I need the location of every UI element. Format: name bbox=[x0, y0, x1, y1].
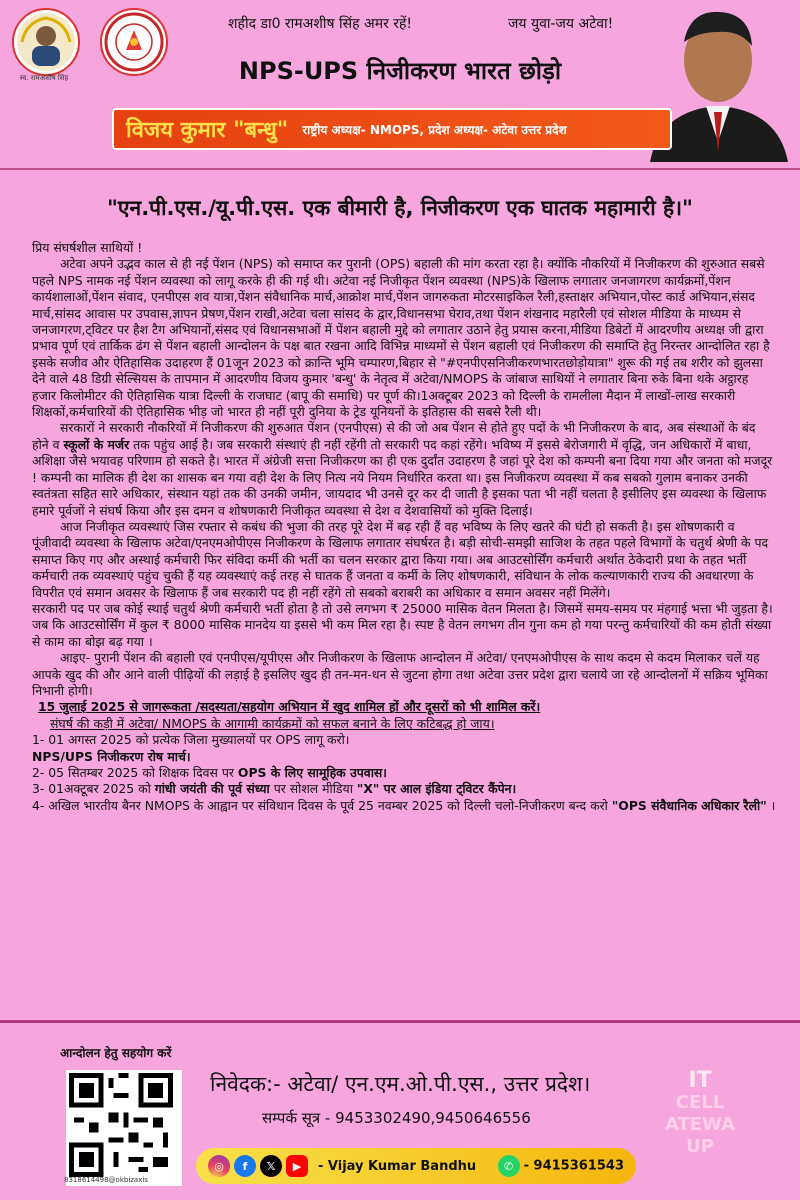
program-item-3-text: 3- 01अक्टूबर 2025 को bbox=[32, 781, 155, 797]
support-label: आन्दोलन हेतु सहयोग करें bbox=[60, 1046, 172, 1060]
whatsapp-number-text: - 9415361543 bbox=[523, 1158, 624, 1174]
paragraph-5: आइए- पुरानी पेंशन की बहाली एवं एनपीएस/यूपीएस और निजीकरण के खिलाफ आन्दोलन में अटेवा/ एनएमओपीएस के साथ कदम से कदम मिलाकर चलें यह आपके खुद की और आने वाली पीढ़ियों की लड़ाई है इसलिए खुद ही तन-मन-धन से जुटना होगा तथा अटेवा उत्तर प्रदेश द्वारा चलाये जा रहे आन्दोलनों में सक्रिय भूमिका निभानी होगी। bbox=[32, 650, 768, 698]
program-item-2-text: 2- 05 सितम्बर 2025 को शिक्षक दिवस पर bbox=[32, 765, 238, 780]
program-item-4-text: 4- अखिल भारतीय बैनर NMOPS के आह्वान पर संविधान दिवस के पूर्व 25 नवम्बर 2025 को दिल्ली चलो-निजीकरण बन्द करो bbox=[32, 797, 612, 813]
headline-quote: "एन.पी.एस./यू.पी.एस. एक बीमारी है, निजीकरण एक घातक महामारी है।" bbox=[106, 196, 693, 220]
salutation: प्रिय संघर्षशील साथियों ! bbox=[32, 240, 143, 255]
program-item-3-bold-cont: "X" पर आल इंडिया ट्विटर कैंपेन। bbox=[356, 781, 517, 797]
instagram-icon[interactable]: ◎ bbox=[208, 1155, 230, 1177]
page-title: NPS-UPS निजीकरण भारत छोड़ो bbox=[238, 57, 562, 85]
whatsapp-icon: ✆ bbox=[498, 1155, 520, 1177]
it-cell-line-1: IT bbox=[688, 1068, 712, 1093]
appeal-signature: निवेदक:- अटेवा/ एन.एम.ओ.पी.एस., उत्तर प्रदेश। bbox=[210, 1072, 591, 1096]
qr-upi-id: 8318614498@okbizaxis bbox=[64, 1176, 148, 1184]
leader-name-bar bbox=[112, 108, 672, 150]
programs-heading: संघर्ष की कड़ी में अटेवा/ NMOPS के आगामी कार्यक्रमों को सफल बनाने के लिए कटिबद्ध हो जाय। bbox=[50, 715, 495, 731]
campaign-notice: 15 जुलाई 2025 से जागरूकता /सदस्यता/सहयोग अभियान में खुद शामिल हों और दूसरों को भी शामिल करें। bbox=[38, 699, 541, 715]
program-item-2 bbox=[32, 765, 776, 781]
martyr-slogan: शहीद डा0 रामअशीष सिंह अमर रहें! bbox=[228, 16, 413, 32]
paragraph-2-text: सरकारों ने सरकारी नौकरियों में निजीकरण की शुरुआत पेंशन (एनपीएस) से की जो अब पेंशन से होते हुए पदों के भी निजीकरण के बाद, अब संस्थाओं के बंद होने व bbox=[32, 420, 756, 452]
program-item-2-bold: OPS के लिए सामूहिक उपवास। bbox=[237, 765, 387, 780]
program-item-4-bold: "OPS संवैधानिक अधिकार रैली" bbox=[611, 797, 767, 813]
whatsapp-number[interactable] bbox=[498, 1155, 624, 1177]
paragraph-1: अटेवा अपने उद्भव काल से ही नई पेंशन (NPS) को समाप्त कर पुरानी (OPS) बहाली की मांग करता रहा है। क्योंकि नौकरियों में निजीकरण की शुरुआत सबसे पहले NPS नामक नई पेंशन व्यवस्था को लागू करके ही की गई थी। अटेवा नई निजीकृत पेंशन व्यवस्था (NPS)के खिलाफ लगातार जनजागरण कार्यक्रमों,पेंशन कार्यशालाओं,पेंशन संवाद, एनपीएस शव यात्रा,पेंशन संवैधानिक मार्च,आक्रोश मार्च,पेंशन जागरुकता मोटरसाइकिल रैली,हस्ताक्षर अभियान,पोस्ट कार्ड अभियान,संसद मार्च,सांसद आवास पर उपवास,ज्ञापन प्रेषण,पेंशन राखी,अटेवा चला सांसद के द्वार,विधानसभा घेराव,तथा पेंशन शंखनाद महारैली एवं सोशल मीडिया के माध्यम से जनजागरण,ट्विटर पर हैश टैग अभियानों,संसद एवं विधानसभाओं में पेंशन बहाली मुद्दे को लगातार उठाने हेतु प्रयास करना,मीडिया डिबेटों में आदरणीय अध्यक्ष जी द्वारा प्रभाव पूर्ण एवं तार्किक ढंग से पेंशन बहाली आन्दोलन के पक्ष बात रखना आदि विभिन्न माध्यमों से पेंशन बहाली एवं निजीकरण की समाप्ति हेतु निरन्तर आन्दोलित रहा है इसके सजीव और ऐतिहासिक उदाहरण हैं 01जून 2023 को क्रान्ति भूमि चम्पारण,बिहार से "#एनपीएसनिजीकरणभारतछोड़ोयात्रा" शुरू की गई तब शरीर को झुलसा देने वाले 48 डिग्री सेल्सियस के तापमान में आदरणीय विजय कुमार 'बन्धु' के नेतृत्व में अटेवा/NMOPS के जांबाज साथियों ने लगातार बिना रुके बिना थके अट्ठारह हजार किलोमीटर की ऐतिहासिक यात्रा दिल्ली के राजघाट (बापू की समाधि) पर पूर्ण की।1अक्टूबर 2023 को दिल्ली के रामलीला मैदान में लाखों-लाख सरकारी शिक्षकों,कर्मचारियों की ऐतिहासिक भीड़ जो भारत ही नहीं पूरी दुनिया के ट्रेड यूनियनों के इतिहास की सबसे रैली थी। bbox=[32, 256, 770, 420]
school-merger-highlight: स्कूलों के मर्जर bbox=[63, 436, 130, 452]
program-item-4-end: । bbox=[766, 797, 776, 813]
program-item-1-title: NPS/UPS निजीकरण रोष मार्च। bbox=[32, 748, 191, 764]
youtube-icon[interactable]: ▶ bbox=[286, 1155, 308, 1177]
contact-numbers: सम्पर्क सूत्र - 9453302490,9450646556 bbox=[262, 1109, 531, 1127]
x-twitter-icon[interactable]: 𝕏 bbox=[260, 1155, 282, 1177]
social-media-bar bbox=[196, 1148, 636, 1184]
it-cell-line-2: CELL bbox=[675, 1092, 725, 1113]
payment-qr-code[interactable] bbox=[66, 1070, 182, 1186]
program-item-3 bbox=[32, 781, 776, 797]
leader-role: राष्ट्रीय अध्यक्ष- NMOPS, प्रदेश अध्यक्ष- अटेवा उत्तर प्रदेश bbox=[302, 122, 567, 137]
header-divider bbox=[0, 168, 800, 170]
footer-divider bbox=[0, 1020, 800, 1023]
paragraph-4: सरकारी पद पर जब कोई स्थाई चतुर्थ श्रेणी कर्मचारी भर्ती होता है तो उसे लगभग ₹ 25000 मासिक वेतन मिलता है। जिसमें समय-समय पर मंहगाई भत्ता भी जुड़ता है। जब कि आउटसोर्सिंग में कुल ₹ 8000 मासिक मानदेय या इससे भी कम मिल रहा है। स्पष्ट है वेतन लगभग तीन गुना कम हो गया परन्तु कर्मचारियों की कम होती संख्या से काम का बोझ बढ़ गया । bbox=[32, 600, 773, 649]
it-cell-line-4: UP bbox=[686, 1136, 714, 1157]
program-item-3-text-cont: पर सोशल मीडिया bbox=[269, 781, 357, 797]
program-item-4 bbox=[32, 798, 776, 814]
paragraph-2-text-cont: तक पहुंच आई है। जब सरकारी संस्थाएं ही नहीं रहेंगी तो सरकारी पद कहां रहेंगे। भविष्य में इससे बेरोजगारी में वृद्धि, जन अधिकारों में बाधा, अशिक्षा जैसे भयावह परिणाम हो सकते है। भारत में अंग्रेजी सत्ता निजीकरण का ही एक दुर्दांत उदाहरण है जहां पूरे देश को कम्पनी बना दिया गया और जनता को मजदूर ! कम्पनी का मालिक ही देश का शासक बन गया वही देश के लिए नित्य नये नियम निर्धारित करता था। इस निजीकरण व्यवस्था में कब सबको गुलाम बनाकर उनकी स्वतंत्रता सहित सारे अधिकार, संस्थान यहां तक की उनकी जमीन, जायदाद भी उनसे दूर कर दी जाती है इसका पता भी नहीं चलता है इसीलिए इस व्यवस्था के खिलाफ हमारे पूर्वजों ने संघर्ष किया और इस दमन व शोषणकारी निजीकृत व्यवस्था से देश व देशवासियों को मुक्ति दिलाई। bbox=[32, 436, 773, 518]
it-cell-line-3: ATEWA bbox=[664, 1114, 736, 1135]
paragraph-3: आज निजीकृत व्यवस्थाएं जिस रफ्तार से कबंध की भुजा की तरह पूरे देश में बढ़ रही हैं वह भविष्य के लिए खतरे की घंटी हो सकती है। इस शोषणकारी व पूंजीवादी व्यवस्था के खिलाफ अटेवा/एनएमओपीएस निजीकरण के खिलाफ लगातार संघर्षरत है। बड़ी सोची-समझी साजिश के तहत पहले विभागों के चतुर्थ श्रेणी के पद समाप्त किए गए और अस्थाई कर्मचारी फिर संविदा कर्मी की भर्ती का चलन सरकार द्वारा किया गया। अब आउटसोर्सिंग कर्मचारी अर्थात ठेकेदारी प्रथा के तहत भर्ती कर्मचारी तक व्यवस्थाएं पहुंच चुकी हैं यह व्यवस्थाएं कई तरह से घातक हैं जनता व कर्मी के लिए शोषणकारी, संविधान के लोक कल्याणकारी राज्य की अवधारणा के विपरीत एवं समान अवसर के खिलाफ हैं जब सरकारी पद ही नहीं रहेंगे तो सबको बराबरी का अधिकार व समान अवसर नहीं मिलेंगे। bbox=[32, 518, 769, 600]
appeal-letter bbox=[32, 240, 776, 814]
it-cell-watermark bbox=[650, 1070, 750, 1180]
social-handle-name: - Vijay Kumar Bandhu bbox=[318, 1158, 477, 1174]
jai-yuva-slogan: जय युवा-जय अटेवा! bbox=[508, 16, 614, 32]
paragraph-2 bbox=[32, 420, 776, 518]
program-item-3-bold: गांधी जयंती की पूर्व संध्या bbox=[154, 781, 270, 797]
leader-name: विजय कुमार "बन्धु" bbox=[126, 118, 289, 143]
program-item-1: 1- 01 अगस्त 2025 को प्रत्येक जिला मुख्यालयों पर OPS लागू करो। bbox=[32, 732, 350, 748]
facebook-icon[interactable]: f bbox=[234, 1155, 256, 1177]
header bbox=[0, 0, 800, 165]
logo-caption: स्व. रामअशीष सिंह bbox=[19, 74, 69, 82]
